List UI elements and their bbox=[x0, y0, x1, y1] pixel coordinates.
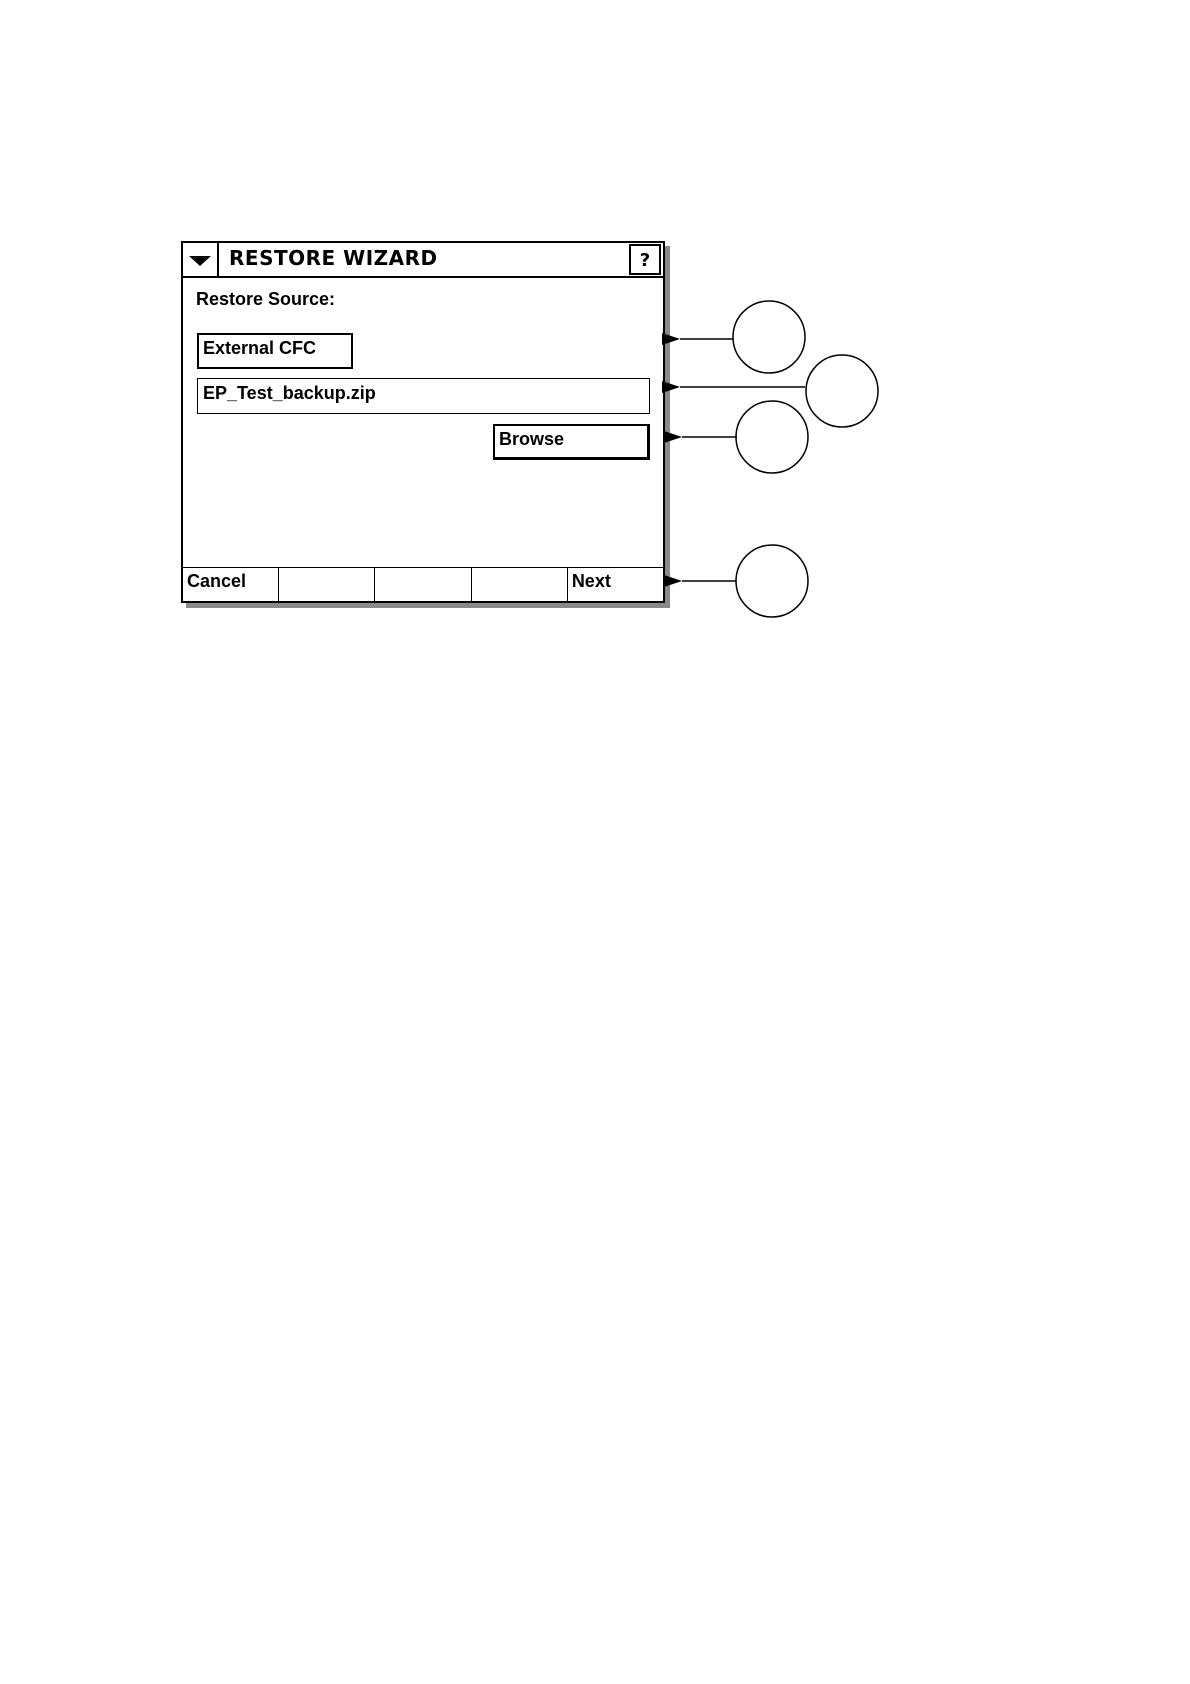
window-title: RESTORE WIZARD bbox=[229, 246, 438, 270]
softkey-cancel[interactable]: Cancel bbox=[183, 568, 279, 601]
backup-file-field[interactable]: EP_Test_backup.zip bbox=[197, 378, 650, 414]
restore-source-label: Restore Source: bbox=[196, 289, 336, 309]
softkey-next[interactable]: Next bbox=[571, 571, 611, 591]
callout-1 bbox=[680, 301, 805, 373]
help-button[interactable]: ? bbox=[629, 244, 661, 275]
callout-2 bbox=[680, 355, 878, 427]
callout-4 bbox=[682, 545, 808, 617]
callout-3 bbox=[682, 401, 808, 473]
browse-button[interactable]: Browse bbox=[493, 424, 650, 460]
restore-source-dropdown[interactable]: External CFC bbox=[197, 333, 353, 369]
